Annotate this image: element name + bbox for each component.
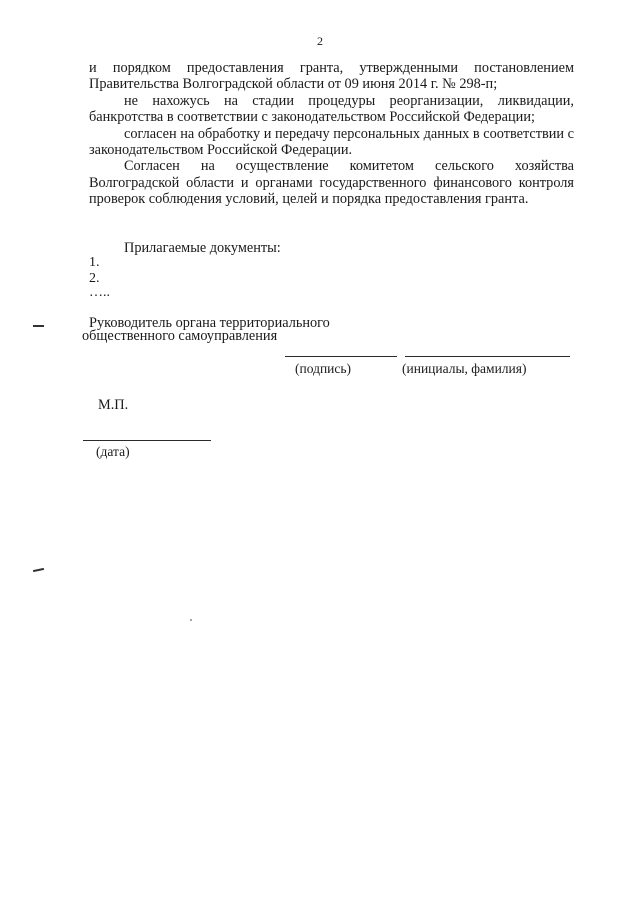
binding-mark-upper bbox=[33, 325, 44, 327]
signatory-title-line2: общественного самоуправления bbox=[82, 328, 278, 344]
name-line bbox=[405, 356, 570, 357]
date-line bbox=[83, 440, 211, 441]
document-body bbox=[89, 60, 574, 208]
binding-mark-lower bbox=[33, 568, 44, 572]
page-number: 2 bbox=[317, 34, 323, 48]
attachment-item-more: ….. bbox=[89, 285, 110, 300]
paragraph-no-bankruptcy: не нахожусь на стадии процедуры реорганизации, ликвидации, банкротства в соответствии с законодательством Российской Федерации; bbox=[89, 92, 574, 126]
signature-line bbox=[285, 356, 397, 357]
paragraph-inspection-consent: Согласен на осуществление комитетом сельского хозяйства Волгоградской области и органами государственного финансового контроля проверок соблюдения условий, целей и порядка предоставления гранта. bbox=[89, 158, 574, 208]
attachments-heading: Прилагаемые документы: bbox=[124, 240, 281, 256]
attachment-item-2: 2. bbox=[89, 271, 100, 286]
stamp-place-label: М.П. bbox=[98, 397, 129, 413]
name-caption: (инициалы, фамилия) bbox=[402, 361, 527, 376]
date-caption: (дата) bbox=[96, 444, 130, 459]
signature-caption: (подпись) bbox=[295, 361, 352, 376]
paragraph-procedure-reference: и порядком предоставления гранта, утвержденными постановлением Правительства Волгоградской области от 09 июня 2014 г. № 298-п; bbox=[89, 60, 574, 93]
signatory-title-line1: Руководитель органа территориального bbox=[89, 315, 330, 331]
paragraph-personal-data-consent: согласен на обработку и передачу персональных данных в соответствии с законодательством Российской Федерации. bbox=[89, 125, 574, 159]
scan-speck bbox=[190, 619, 192, 621]
attachment-item-1: 1. bbox=[89, 255, 100, 270]
